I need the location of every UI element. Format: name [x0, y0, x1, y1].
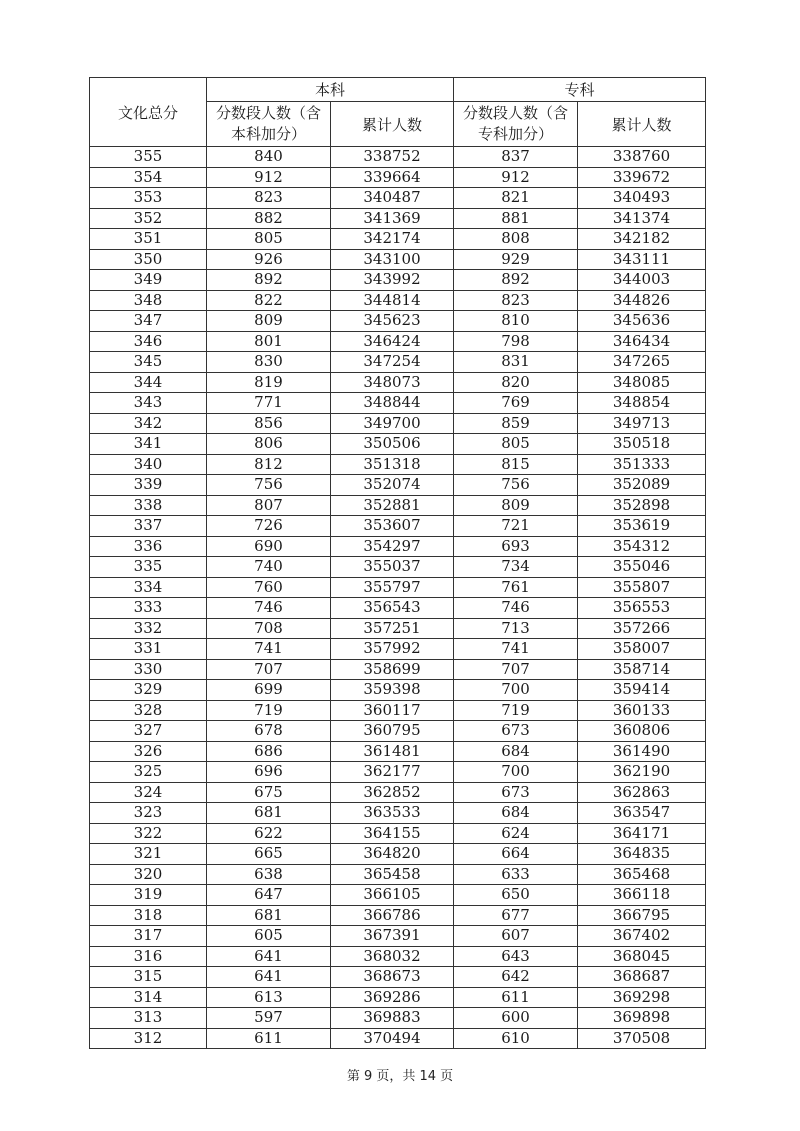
zhuanke-segment-cell: 673	[454, 721, 578, 742]
table-row	[90, 147, 706, 168]
zhuanke-cumulative-cell: 367402	[578, 926, 706, 947]
table-row	[90, 557, 706, 578]
zhuanke-segment-cell: 611	[454, 987, 578, 1008]
zhuanke-cumulative-cell: 353619	[578, 516, 706, 537]
score-cell: 343	[90, 393, 207, 414]
zhuanke-cumulative-cell: 352089	[578, 475, 706, 496]
benke-cumulative-cell: 366105	[331, 885, 454, 906]
benke-segment-cell: 696	[207, 762, 331, 783]
benke-cumulative-cell: 348073	[331, 372, 454, 393]
score-cell: 321	[90, 844, 207, 865]
benke-cumulative-cell: 363533	[331, 803, 454, 824]
zhuanke-segment-cell: 805	[454, 434, 578, 455]
zhuanke-segment-cell: 734	[454, 557, 578, 578]
score-column-header: 文化总分	[90, 78, 207, 147]
zhuanke-cumulative-cell: 349713	[578, 413, 706, 434]
score-cell: 325	[90, 762, 207, 783]
zhuanke-segment-cell: 823	[454, 290, 578, 311]
table-row	[90, 413, 706, 434]
zhuanke-cumulative-cell: 339672	[578, 167, 706, 188]
benke-cumulative-cell: 341369	[331, 208, 454, 229]
benke-cumulative-cell: 352881	[331, 495, 454, 516]
benke-segment-cell: 638	[207, 864, 331, 885]
benke-group-header: 本科	[207, 78, 454, 102]
benke-cumulative-cell: 362852	[331, 782, 454, 803]
benke-cumulative-cell: 355037	[331, 557, 454, 578]
score-cell: 329	[90, 680, 207, 701]
zhuanke-cumulative-cell: 338760	[578, 147, 706, 168]
score-cell: 320	[90, 864, 207, 885]
zhuanke-segment-cell: 707	[454, 659, 578, 680]
zhuanke-segment-cell: 809	[454, 495, 578, 516]
zhuanke-cumulative-cell: 370508	[578, 1028, 706, 1049]
zhuanke-cumulative-cell: 347265	[578, 352, 706, 373]
benke-cumulative-cell: 348844	[331, 393, 454, 414]
table-row	[90, 270, 706, 291]
zhuanke-cumulative-cell: 342182	[578, 229, 706, 250]
zhuanke-cumulative-cell: 348085	[578, 372, 706, 393]
score-cell: 345	[90, 352, 207, 373]
benke-segment-cell: 856	[207, 413, 331, 434]
score-cell: 332	[90, 618, 207, 639]
score-cell: 336	[90, 536, 207, 557]
table-row	[90, 434, 706, 455]
zhuanke-cumulative-cell: 352898	[578, 495, 706, 516]
table-row	[90, 680, 706, 701]
benke-cumulative-cell: 360795	[331, 721, 454, 742]
benke-segment-cell: 641	[207, 967, 331, 988]
table-row	[90, 823, 706, 844]
zhuanke-segment-cell: 815	[454, 454, 578, 475]
zhuanke-segment-cell: 624	[454, 823, 578, 844]
benke-cumulative-cell: 364820	[331, 844, 454, 865]
table-row	[90, 495, 706, 516]
table-header	[90, 78, 706, 147]
benke-segment-cell: 686	[207, 741, 331, 762]
table-row	[90, 844, 706, 865]
zhuanke-segment-cell: 808	[454, 229, 578, 250]
benke-segment-cell: 822	[207, 290, 331, 311]
benke-segment-cell: 805	[207, 229, 331, 250]
zhuanke-segment-cell: 673	[454, 782, 578, 803]
zhuanke-segment-cell: 721	[454, 516, 578, 537]
zhuanke-cumulative-cell: 346434	[578, 331, 706, 352]
benke-cumulative-cell: 351318	[331, 454, 454, 475]
zhuanke-cumulative-cell: 364171	[578, 823, 706, 844]
zhuanke-cumulative-cell: 356553	[578, 598, 706, 619]
zhuanke-segment-cell: 610	[454, 1028, 578, 1049]
zhuanke-cumulative-cell: 364835	[578, 844, 706, 865]
table-row	[90, 577, 706, 598]
benke-cumulative-cell: 369883	[331, 1008, 454, 1029]
benke-segment-cell: 665	[207, 844, 331, 865]
score-cell: 312	[90, 1028, 207, 1049]
score-cell: 353	[90, 188, 207, 209]
zhuanke-cumulative-cell: 350518	[578, 434, 706, 455]
zhuanke-cumulative-cell: 351333	[578, 454, 706, 475]
table-row	[90, 1008, 706, 1029]
table-row	[90, 803, 706, 824]
score-cell: 316	[90, 946, 207, 967]
zhuanke-segment-cell: 912	[454, 167, 578, 188]
zhuanke-cumulative-cell: 360806	[578, 721, 706, 742]
benke-segment-cell: 681	[207, 905, 331, 926]
zhuanke-cumulative-cell: 360133	[578, 700, 706, 721]
benke-segment-cell: 605	[207, 926, 331, 947]
zhuanke-segment-cell: 700	[454, 762, 578, 783]
zhuanke-segment-cell: 831	[454, 352, 578, 373]
score-cell: 335	[90, 557, 207, 578]
table-row	[90, 290, 706, 311]
benke-segment-cell: 740	[207, 557, 331, 578]
zhuanke-segment-cell: 769	[454, 393, 578, 414]
benke-segment-cell: 611	[207, 1028, 331, 1049]
zhuanke-cumulative-cell: 366795	[578, 905, 706, 926]
table-row	[90, 331, 706, 352]
benke-segment-cell: 647	[207, 885, 331, 906]
table-row	[90, 352, 706, 373]
zhuanke-cumulative-cell: 354312	[578, 536, 706, 557]
benke-cumulative-cell: 368673	[331, 967, 454, 988]
score-cell: 324	[90, 782, 207, 803]
benke-cumulative-cell: 356543	[331, 598, 454, 619]
benke-segment-cell: 622	[207, 823, 331, 844]
benke-cumulative-cell: 366786	[331, 905, 454, 926]
score-cell: 338	[90, 495, 207, 516]
zhuanke-segment-cell: 810	[454, 311, 578, 332]
benke-cumulative-cell: 355797	[331, 577, 454, 598]
table-row	[90, 208, 706, 229]
benke-cumulative-cell: 364155	[331, 823, 454, 844]
score-cell: 318	[90, 905, 207, 926]
table-body	[90, 147, 706, 1049]
benke-segment-cell: 741	[207, 639, 331, 660]
zhuanke-cumulative-cell: 341374	[578, 208, 706, 229]
zhuanke-cumulative-cell: 359414	[578, 680, 706, 701]
score-cell: 349	[90, 270, 207, 291]
benke-cumulative-cell: 368032	[331, 946, 454, 967]
table-row	[90, 1028, 706, 1049]
benke-cumulative-cell: 340487	[331, 188, 454, 209]
benke-cumulative-cell: 361481	[331, 741, 454, 762]
benke-segment-cell: 840	[207, 147, 331, 168]
benke-cumulative-cell: 359398	[331, 680, 454, 701]
table-row	[90, 926, 706, 947]
benke-cumulative-cell: 367391	[331, 926, 454, 947]
benke-segment-cell: 801	[207, 331, 331, 352]
benke-segment-header: 分数段人数（含本科加分）	[207, 102, 331, 147]
benke-cumulative-cell: 360117	[331, 700, 454, 721]
table-row	[90, 598, 706, 619]
benke-segment-cell: 707	[207, 659, 331, 680]
score-cell: 322	[90, 823, 207, 844]
table-row	[90, 372, 706, 393]
benke-cumulative-cell: 357992	[331, 639, 454, 660]
zhuanke-cumulative-cell: 362863	[578, 782, 706, 803]
benke-cumulative-cell: 349700	[331, 413, 454, 434]
zhuanke-segment-cell: 693	[454, 536, 578, 557]
benke-cumulative-cell: 365458	[331, 864, 454, 885]
benke-cumulative-cell: 343100	[331, 249, 454, 270]
zhuanke-cumulative-cell: 344003	[578, 270, 706, 291]
benke-segment-cell: 726	[207, 516, 331, 537]
table-row	[90, 167, 706, 188]
zhuanke-cumulative-cell: 366118	[578, 885, 706, 906]
zhuanke-segment-cell: 700	[454, 680, 578, 701]
zhuanke-cumulative-cell: 344826	[578, 290, 706, 311]
benke-segment-cell: 708	[207, 618, 331, 639]
zhuanke-segment-cell: 741	[454, 639, 578, 660]
table-row	[90, 905, 706, 926]
benke-cumulative-cell: 362177	[331, 762, 454, 783]
score-cell: 314	[90, 987, 207, 1008]
score-cell: 319	[90, 885, 207, 906]
benke-cumulative-cell: 354297	[331, 536, 454, 557]
score-cell: 350	[90, 249, 207, 270]
zhuanke-segment-cell: 642	[454, 967, 578, 988]
benke-segment-cell: 613	[207, 987, 331, 1008]
table-row	[90, 516, 706, 537]
benke-cumulative-cell: 352074	[331, 475, 454, 496]
benke-cumulative-cell: 370494	[331, 1028, 454, 1049]
table-row	[90, 659, 706, 680]
benke-segment-cell: 760	[207, 577, 331, 598]
zhuanke-cumulative-cell: 355046	[578, 557, 706, 578]
zhuanke-cumulative-cell: 348854	[578, 393, 706, 414]
benke-segment-cell: 892	[207, 270, 331, 291]
zhuanke-segment-cell: 677	[454, 905, 578, 926]
table-row	[90, 454, 706, 475]
zhuanke-cumulative-cell: 355807	[578, 577, 706, 598]
benke-cumulative-cell: 357251	[331, 618, 454, 639]
zhuanke-segment-cell: 607	[454, 926, 578, 947]
score-cell: 348	[90, 290, 207, 311]
table-row	[90, 188, 706, 209]
score-cell: 355	[90, 147, 207, 168]
table-row	[90, 536, 706, 557]
table-row	[90, 946, 706, 967]
zhuanke-segment-cell: 719	[454, 700, 578, 721]
benke-cumulative-cell: 345623	[331, 311, 454, 332]
zhuanke-segment-cell: 881	[454, 208, 578, 229]
table-row	[90, 618, 706, 639]
zhuanke-segment-cell: 633	[454, 864, 578, 885]
zhuanke-segment-cell: 821	[454, 188, 578, 209]
zhuanke-cumulative-header: 累计人数	[578, 102, 706, 147]
benke-segment-cell: 597	[207, 1008, 331, 1029]
score-cell: 342	[90, 413, 207, 434]
score-cell: 351	[90, 229, 207, 250]
zhuanke-cumulative-cell: 369898	[578, 1008, 706, 1029]
benke-cumulative-cell: 353607	[331, 516, 454, 537]
zhuanke-cumulative-cell: 358714	[578, 659, 706, 680]
table-row	[90, 864, 706, 885]
benke-segment-cell: 819	[207, 372, 331, 393]
score-cell: 326	[90, 741, 207, 762]
table-row	[90, 741, 706, 762]
score-cell: 340	[90, 454, 207, 475]
score-cell: 346	[90, 331, 207, 352]
zhuanke-cumulative-cell: 345636	[578, 311, 706, 332]
zhuanke-segment-cell: 664	[454, 844, 578, 865]
benke-cumulative-cell: 342174	[331, 229, 454, 250]
table-row	[90, 639, 706, 660]
zhuanke-cumulative-cell: 368045	[578, 946, 706, 967]
zhuanke-segment-cell: 820	[454, 372, 578, 393]
score-cell: 354	[90, 167, 207, 188]
benke-segment-cell: 771	[207, 393, 331, 414]
zhuanke-segment-cell: 798	[454, 331, 578, 352]
benke-segment-cell: 882	[207, 208, 331, 229]
benke-cumulative-cell: 344814	[331, 290, 454, 311]
table-row	[90, 721, 706, 742]
table-row	[90, 229, 706, 250]
score-cell: 328	[90, 700, 207, 721]
score-cell: 334	[90, 577, 207, 598]
score-cell: 341	[90, 434, 207, 455]
score-cell: 344	[90, 372, 207, 393]
benke-cumulative-cell: 338752	[331, 147, 454, 168]
zhuanke-segment-cell: 650	[454, 885, 578, 906]
zhuanke-cumulative-cell: 369298	[578, 987, 706, 1008]
table-row	[90, 782, 706, 803]
zhuanke-segment-cell: 746	[454, 598, 578, 619]
benke-segment-cell: 690	[207, 536, 331, 557]
score-cell: 339	[90, 475, 207, 496]
zhuanke-segment-cell: 859	[454, 413, 578, 434]
benke-segment-cell: 756	[207, 475, 331, 496]
zhuanke-segment-header: 分数段人数（含专科加分）	[454, 102, 578, 147]
benke-segment-cell: 807	[207, 495, 331, 516]
table-row	[90, 885, 706, 906]
page-number: 第 9 页，共 14 页	[346, 1069, 454, 1084]
score-cell: 347	[90, 311, 207, 332]
benke-segment-cell: 678	[207, 721, 331, 742]
zhuanke-segment-cell: 684	[454, 741, 578, 762]
zhuanke-cumulative-cell: 368687	[578, 967, 706, 988]
benke-segment-cell: 806	[207, 434, 331, 455]
zhuanke-cumulative-cell: 365468	[578, 864, 706, 885]
zhuanke-segment-cell: 761	[454, 577, 578, 598]
benke-segment-cell: 746	[207, 598, 331, 619]
benke-cumulative-cell: 346424	[331, 331, 454, 352]
table-row	[90, 967, 706, 988]
score-cell: 352	[90, 208, 207, 229]
table-row	[90, 393, 706, 414]
benke-segment-cell: 699	[207, 680, 331, 701]
table-row	[90, 475, 706, 496]
score-cell: 337	[90, 516, 207, 537]
zhuanke-cumulative-cell: 340493	[578, 188, 706, 209]
zhuanke-cumulative-cell: 363547	[578, 803, 706, 824]
zhuanke-segment-cell: 837	[454, 147, 578, 168]
table-row	[90, 700, 706, 721]
benke-segment-cell: 719	[207, 700, 331, 721]
score-cell: 323	[90, 803, 207, 824]
zhuanke-segment-cell: 684	[454, 803, 578, 824]
benke-cumulative-header: 累计人数	[331, 102, 454, 147]
table-row	[90, 249, 706, 270]
benke-segment-cell: 681	[207, 803, 331, 824]
benke-segment-cell: 912	[207, 167, 331, 188]
benke-cumulative-cell: 339664	[331, 167, 454, 188]
zhuanke-segment-cell: 756	[454, 475, 578, 496]
score-distribution-table	[89, 77, 706, 1049]
zhuanke-cumulative-cell: 361490	[578, 741, 706, 762]
table-row	[90, 762, 706, 783]
score-cell: 315	[90, 967, 207, 988]
table-row	[90, 311, 706, 332]
score-cell: 313	[90, 1008, 207, 1029]
zhuanke-cumulative-cell: 358007	[578, 639, 706, 660]
benke-cumulative-cell: 358699	[331, 659, 454, 680]
score-cell: 333	[90, 598, 207, 619]
score-cell: 330	[90, 659, 207, 680]
benke-segment-cell: 675	[207, 782, 331, 803]
zhuanke-cumulative-cell: 362190	[578, 762, 706, 783]
benke-segment-cell: 809	[207, 311, 331, 332]
benke-cumulative-cell: 369286	[331, 987, 454, 1008]
score-cell: 317	[90, 926, 207, 947]
benke-segment-cell: 812	[207, 454, 331, 475]
benke-cumulative-cell: 350506	[331, 434, 454, 455]
zhuanke-segment-cell: 713	[454, 618, 578, 639]
zhuanke-segment-cell: 600	[454, 1008, 578, 1029]
zhuanke-segment-cell: 643	[454, 946, 578, 967]
zhuanke-group-header: 专科	[454, 78, 706, 102]
score-cell: 327	[90, 721, 207, 742]
benke-segment-cell: 830	[207, 352, 331, 373]
table-row	[90, 987, 706, 1008]
score-cell: 331	[90, 639, 207, 660]
zhuanke-cumulative-cell: 357266	[578, 618, 706, 639]
benke-segment-cell: 823	[207, 188, 331, 209]
benke-segment-cell: 926	[207, 249, 331, 270]
benke-segment-cell: 641	[207, 946, 331, 967]
zhuanke-cumulative-cell: 343111	[578, 249, 706, 270]
zhuanke-segment-cell: 929	[454, 249, 578, 270]
zhuanke-segment-cell: 892	[454, 270, 578, 291]
benke-cumulative-cell: 347254	[331, 352, 454, 373]
benke-cumulative-cell: 343992	[331, 270, 454, 291]
